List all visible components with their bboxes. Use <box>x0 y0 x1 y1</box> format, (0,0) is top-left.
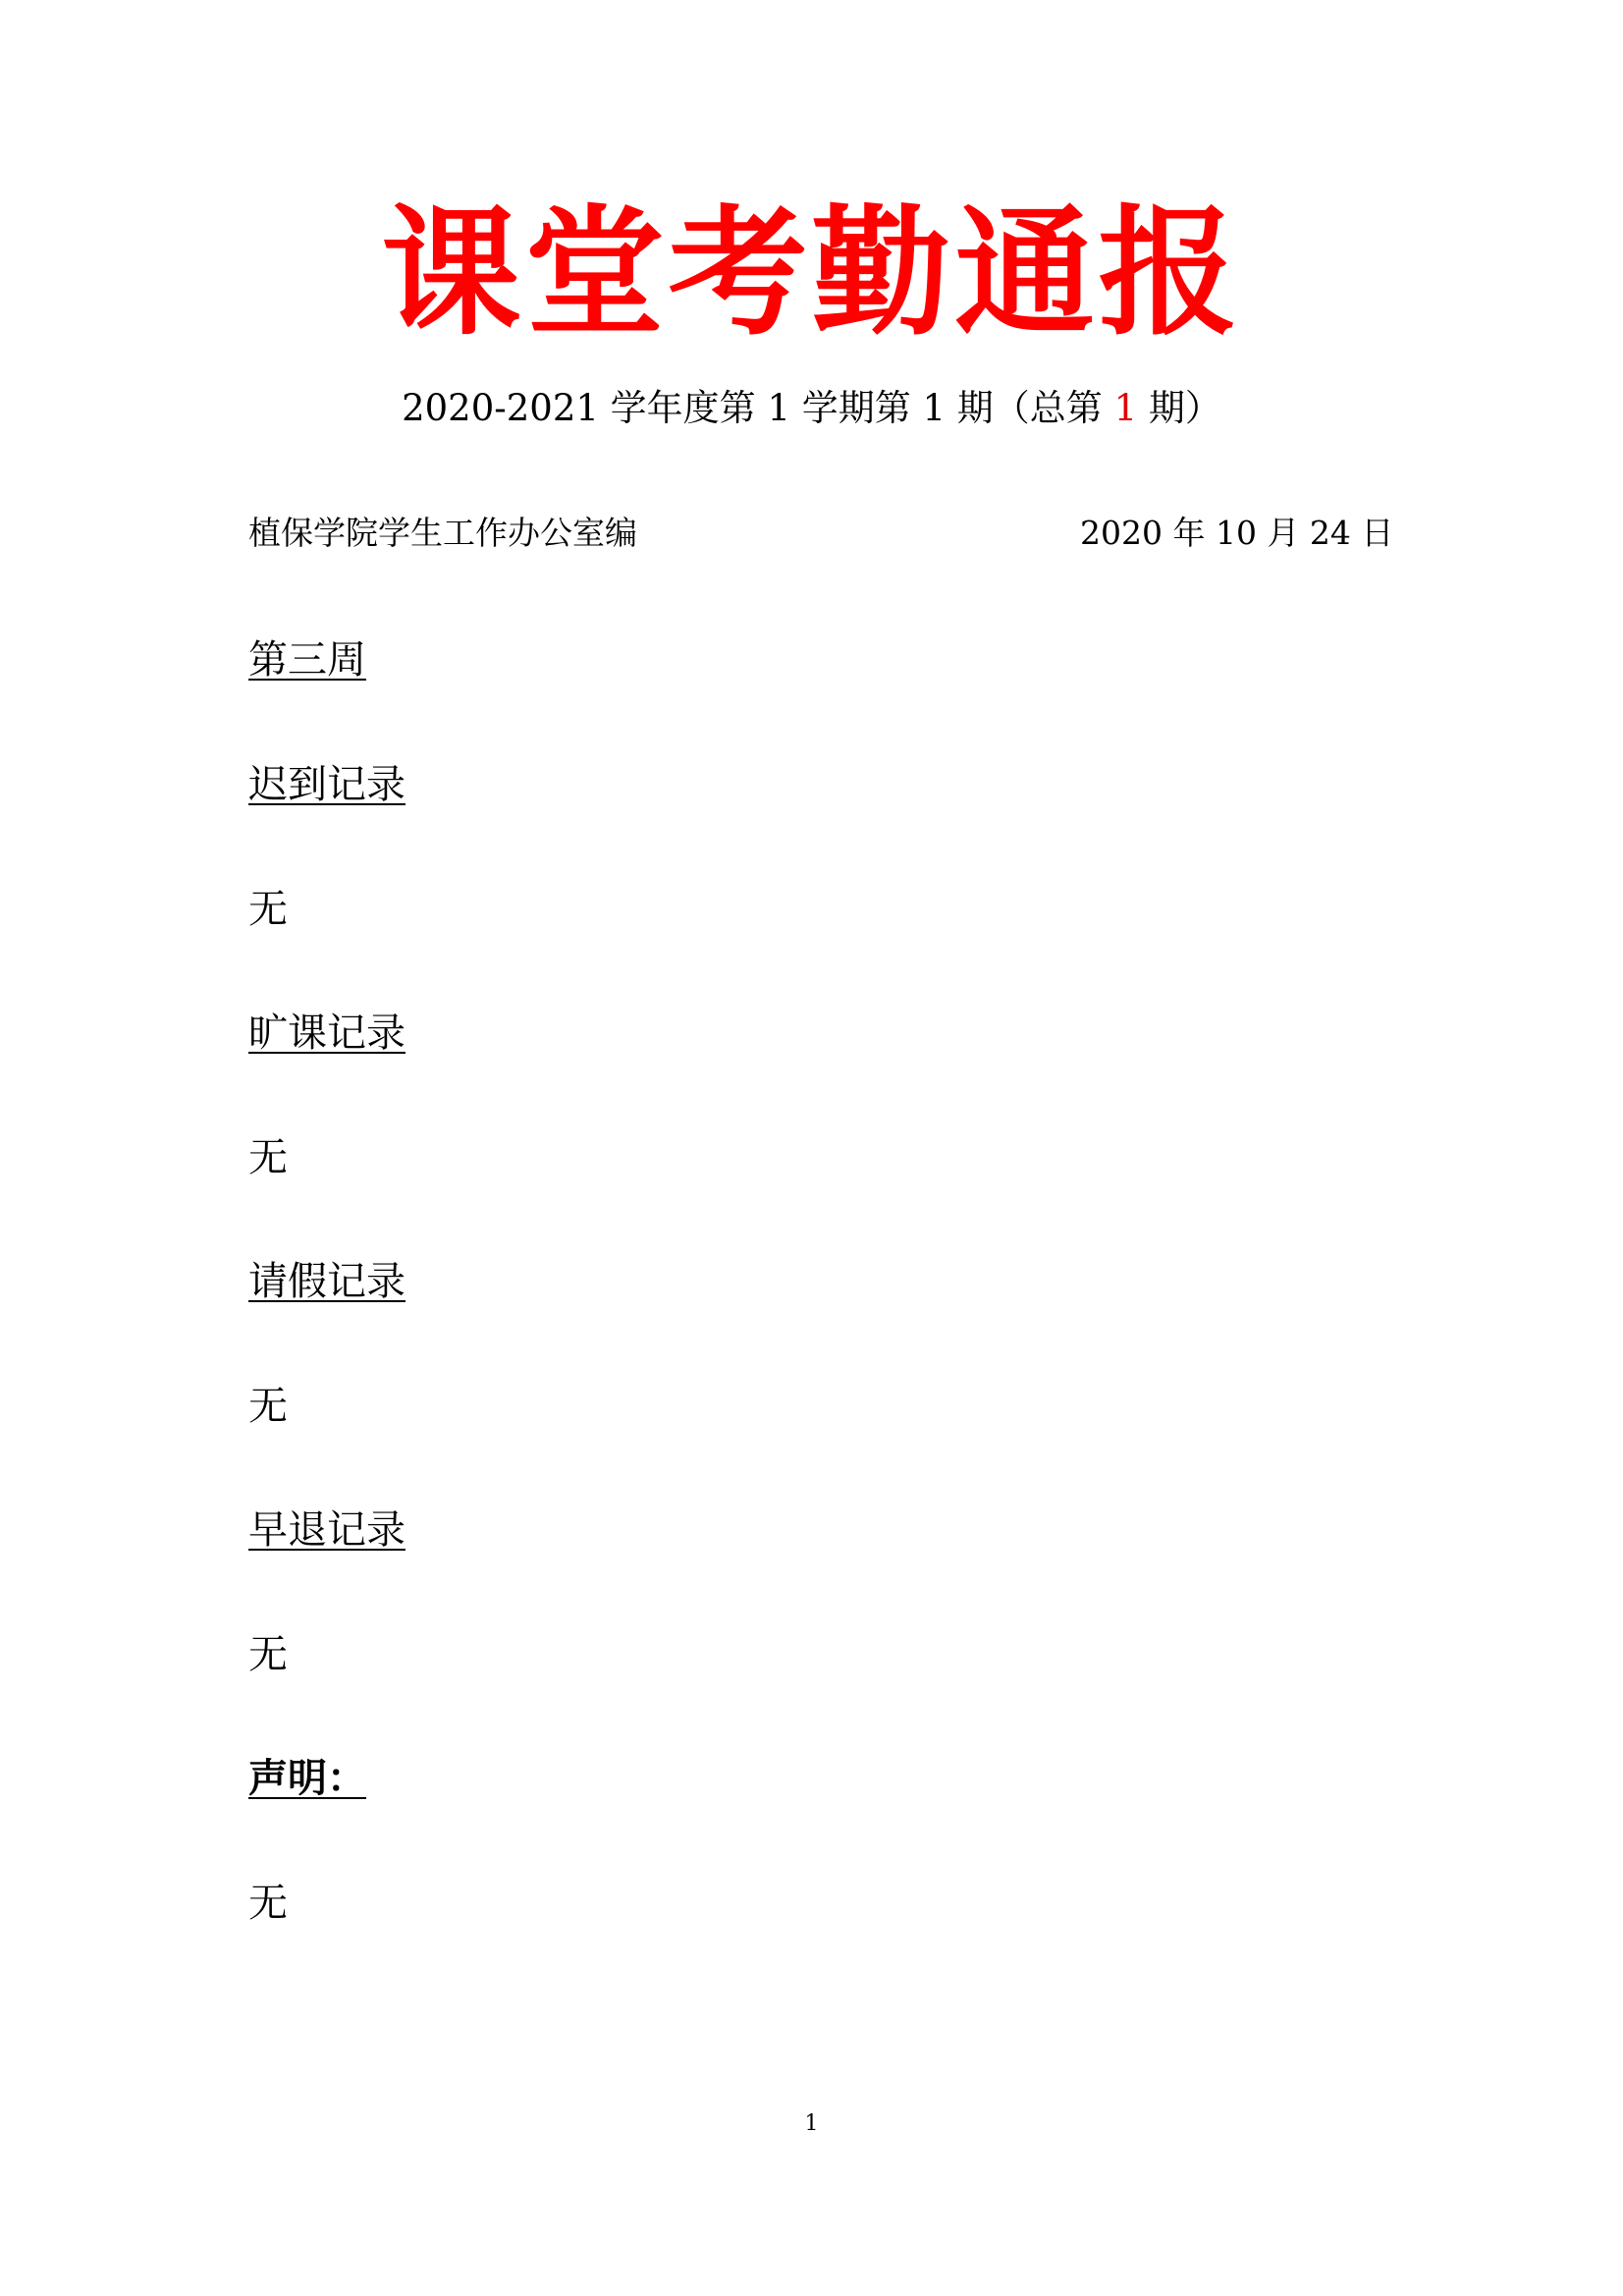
section-heading-absent: 旷课记录 <box>248 1011 406 1056</box>
editor-office: 植保学院学生工作办公室编 <box>248 514 637 552</box>
issue-line <box>0 389 1623 429</box>
section-heading-leave: 请假记录 <box>248 1259 406 1304</box>
section-content-late: 无 <box>248 887 288 932</box>
issue-date: 2020 年 10 月 24 日 <box>1080 514 1394 552</box>
section-heading-late: 迟到记录 <box>248 762 406 807</box>
section-heading-early-leave: 早退记录 <box>248 1507 406 1553</box>
issue-total-number: 1 <box>1113 387 1138 429</box>
section-content-absent: 无 <box>248 1135 288 1180</box>
issue-prefix: 2020-2021 学年度第 1 学期第 1 期（总第 <box>402 387 1114 429</box>
document-title: 课堂考勤通报 <box>381 192 1242 355</box>
section-content-statement: 无 <box>248 1881 288 1926</box>
week-heading: 第三周 <box>248 637 366 683</box>
page-number: 1 <box>804 2111 819 2136</box>
section-content-leave: 无 <box>248 1384 288 1429</box>
section-content-early-leave: 无 <box>248 1632 288 1677</box>
section-heading-statement: 声明： <box>248 1756 366 1801</box>
issue-suffix: 期） <box>1137 387 1221 429</box>
